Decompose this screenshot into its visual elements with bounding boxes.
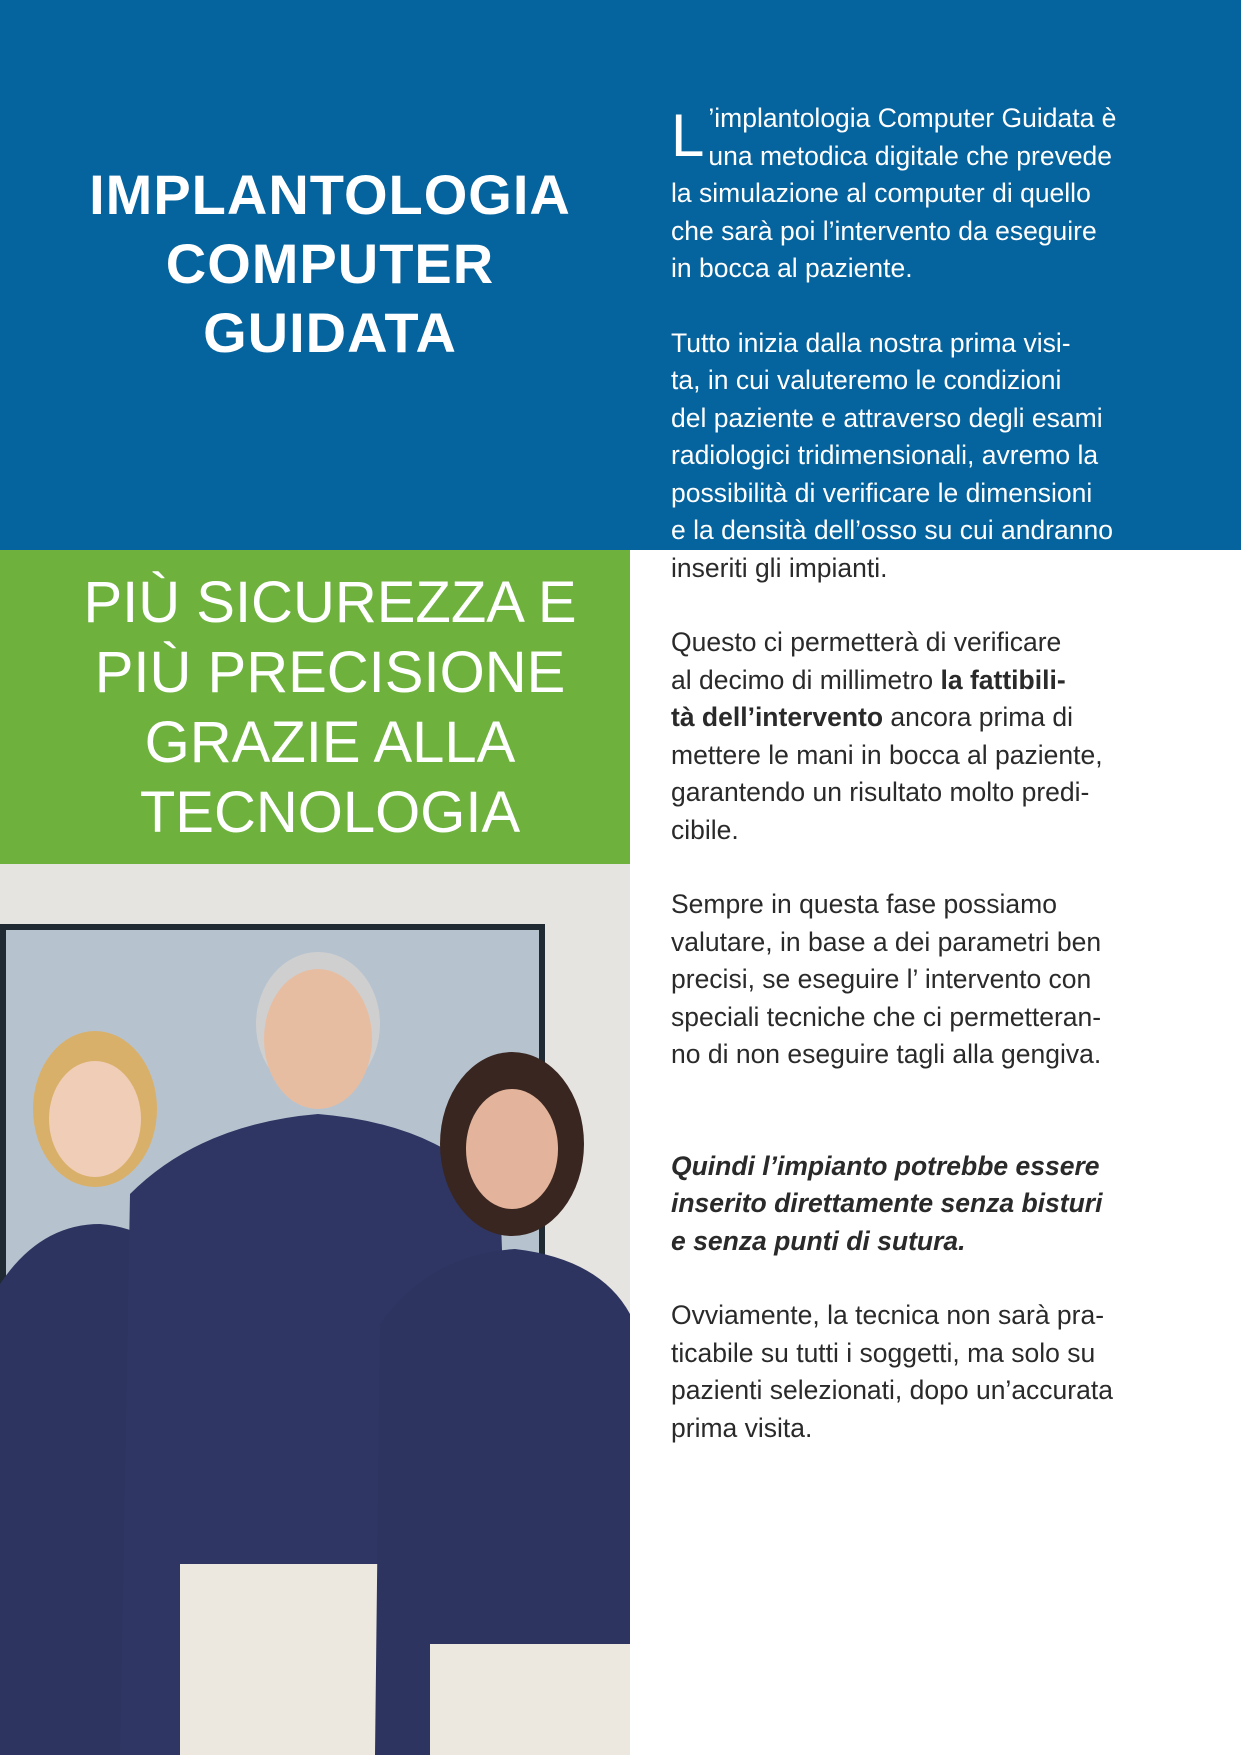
paragraph-feasibility (671, 624, 1141, 849)
text-line: inseriti gli impianti. (671, 552, 888, 583)
subtitle-line: TECNOLOGIA (139, 780, 521, 845)
paragraph-first-visit (671, 325, 1141, 588)
team-photo (0, 864, 630, 1755)
text-line: ’implantologia Computer Guidata è (708, 103, 1117, 133)
text-line (671, 699, 1141, 737)
page-title (20, 160, 640, 367)
team-photo-illustration (0, 864, 630, 1755)
text-segment: ancora prima di (883, 702, 1074, 732)
text-line: Sempre in questa fase possiamo (671, 889, 1057, 919)
bold-text: la fattibili- (940, 664, 1066, 695)
paragraph-highlight (671, 1148, 1141, 1261)
text-line: inserito direttamente senza bisturi (671, 1188, 1103, 1218)
text-line: speciali tecniche che ci permetteran- (671, 1001, 1102, 1032)
text-line: no di non eseguire tagli alla gengiva. (671, 1039, 1102, 1069)
text-line: ticabile su tutti i soggetti, ma solo su (671, 1337, 1096, 1368)
paragraph-techniques (671, 886, 1141, 1074)
text-line: Quindi l’impianto potrebbe essere (671, 1150, 1100, 1181)
text-segment: al decimo di millimetro (671, 664, 941, 695)
subtitle-line: PIÙ SICUREZZA E (83, 570, 577, 635)
text-line: e senza punti di sutura. (671, 1225, 966, 1256)
text-line (671, 662, 1141, 700)
text-line: mettere le mani in bocca al paziente, (671, 739, 1103, 770)
text-line: Questo ci permetterà di verificare (671, 627, 1062, 657)
text-line: pazienti selezionati, dopo un’accurata (671, 1375, 1113, 1405)
intro-paragraph (671, 100, 1141, 288)
text-line: Ovviamente, la tecnica non sarà pra- (671, 1300, 1105, 1330)
title-line: COMPUTER (165, 232, 495, 295)
text-line: garantendo un risultato molto predi- (671, 777, 1090, 807)
text-line: radiologici tridimensionali, avremo la (671, 440, 1099, 470)
article-body (671, 100, 1141, 1447)
text-line: precisi, se eseguire l’ intervento con (671, 964, 1092, 994)
text-line: prima visita. (671, 1412, 813, 1443)
text-line: che sarà poi l’intervento da eseguire (671, 215, 1097, 246)
title-line: GUIDATA (203, 301, 457, 364)
subtitle-line: GRAZIE ALLA (144, 710, 516, 775)
text-line: la simulazione al computer di quello (671, 178, 1091, 208)
text-line: e la densità dell’osso su cui andranno (671, 515, 1113, 545)
text-line: possibilità di verificare le dimensioni (671, 477, 1093, 508)
text-line: ta, in cui valuteremo le condizioni (671, 365, 1062, 395)
paragraph-applicability (671, 1297, 1141, 1447)
text-line: Tutto inizia dalla nostra prima visi- (671, 327, 1071, 358)
text-line: valutare, in base a dei parametri ben (671, 926, 1102, 957)
title-line: IMPLANTOLOGIA (89, 163, 571, 226)
page-subtitle (10, 568, 650, 848)
text-line: una metodica digitale che prevede (708, 140, 1113, 171)
text-line: cibile. (671, 814, 739, 845)
text-line: del paziente e attraverso degli esami (671, 402, 1103, 433)
subtitle-line: PIÙ PRECISIONE (94, 640, 566, 705)
bold-text: tà dell’intervento (671, 702, 884, 732)
drop-cap: L (671, 102, 705, 169)
text-line: in bocca al paziente. (671, 253, 913, 283)
